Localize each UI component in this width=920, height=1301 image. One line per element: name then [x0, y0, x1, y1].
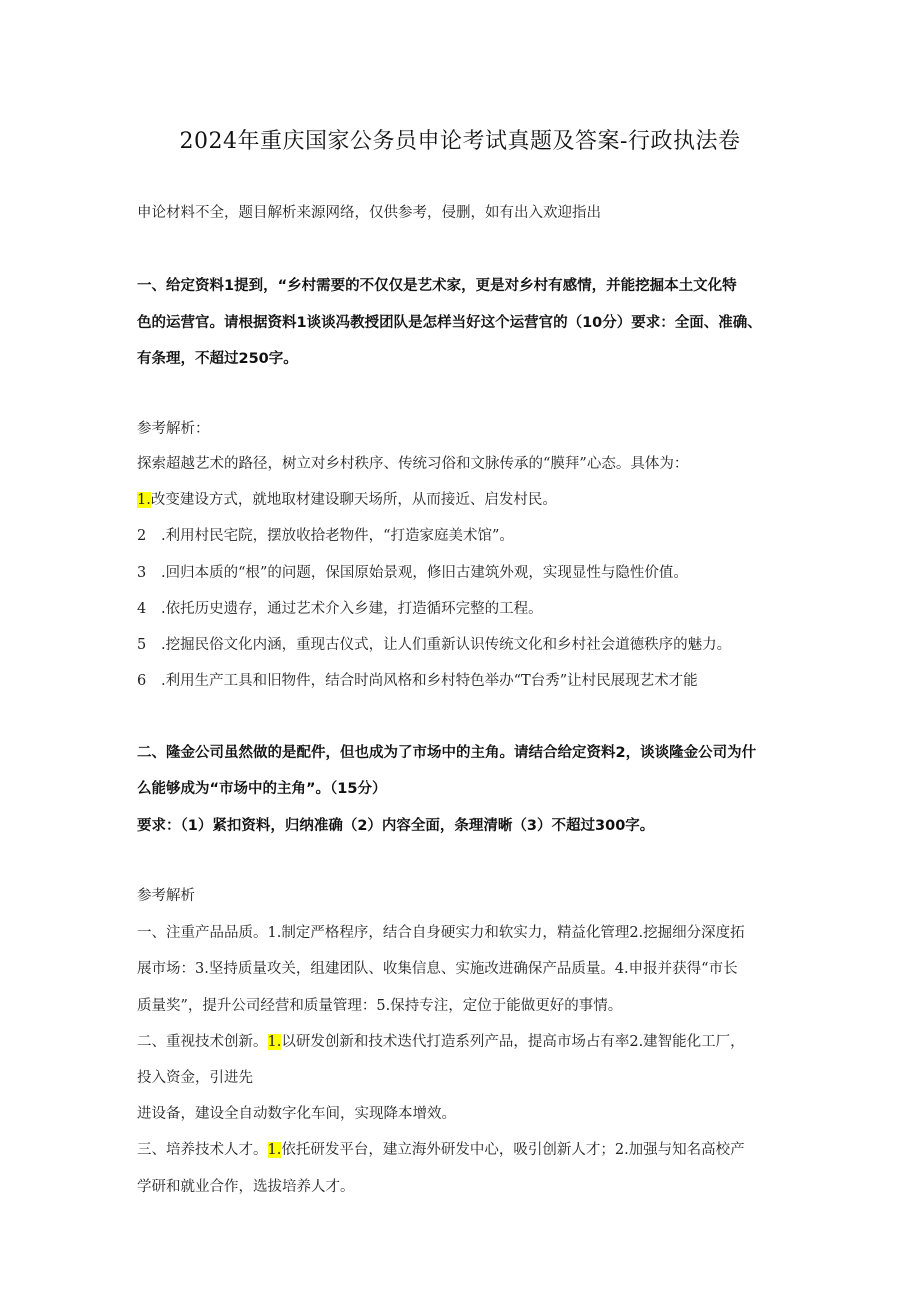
q1-answer-item-6: 6 .利用生产工具和旧物件，结合时尚风格和乡村特色举办“T台秀”让村民展现艺术才能: [137, 673, 698, 689]
page-title: 2024年重庆国家公务员申论考试真题及答案-行政执法卷: [179, 129, 741, 154]
question-2-requirements: 要求：（1）紧扣资料，归纳准确（2）内容全面，条理清晰（3）不超过300字。: [137, 818, 655, 834]
q1-answer-item-2: 2 .利用村民宅院，摆放收拾老物件，“打造家庭美术馆”。: [137, 528, 514, 544]
highlight-mark: 1.: [267, 1034, 282, 1050]
q2-answer-p2-line-2: 投入资金，引进先: [137, 1070, 253, 1086]
question-1-line-1: 一、给定资料1提到，“乡村需要的不仅仅是艺术家，更是对乡村有感情，并能挖掘本土文化特: [137, 278, 737, 294]
question-1-line-3: 有条理，不超过250字。: [137, 351, 298, 367]
disclaimer-text: 申论材料不全，题目解析来源网络，仅供参考，侵删，如有出入欢迎指出: [137, 205, 601, 221]
q2-answer-p3-line-2: 学研和就业合作，选拔培养人才。: [137, 1179, 355, 1195]
q1-reference-label: 参考解析：: [137, 421, 210, 437]
q2-answer-p3-line-1: 三、培养技术人才。1.依托研发平台，建立海外研发中心，吸引创新人才；2.加强与知名高校产: [137, 1142, 745, 1158]
q1-answer-item-5: 5 .挖掘民俗文化内涵，重现古仪式，让人们重新认识传统文化和乡村社会道德秩序的魅力。: [137, 637, 732, 653]
question-2-line-1: 二、隆金公司虽然做的是配件，但也成为了市场中的主角。请结合给定资料2，谈谈隆金公司为什: [137, 745, 757, 761]
q2-answer-p1-line-3: 质量奖”，提升公司经营和质量管理：5.保持专注，定位于能做更好的事情。: [137, 998, 623, 1014]
q1-answer-item-3: 3 .回归本质的“根”的问题，保国原始景观，修旧古建筑外观，实现显性与隐性价值。: [137, 565, 688, 581]
highlight-mark: 1.: [137, 492, 151, 508]
q1-answer-item-4: 4 .依托历史遗存，通过艺术介入乡建，打造循环完整的工程。: [137, 601, 543, 617]
highlight-mark: 1.: [267, 1142, 282, 1158]
q1-answer-intro: 探索超越艺术的路径，树立对乡村秩序、传统习俗和文脉传承的“膜拜”心态。具体为：: [137, 456, 689, 472]
question-1-line-2: 色的运营官。请根据资料1谈谈冯教授团队是怎样当好这个运营官的（10分）要求：全面、准确、: [137, 315, 762, 331]
question-2-line-2: 么能够成为“市场中的主角”。（15分）: [137, 781, 387, 797]
q2-answer-p1-line-1: 一、注重产品品质。1.制定严格程序，结合自身硬实力和软实力，精益化管理2.挖掘细分深度拓: [137, 925, 745, 941]
q1-answer-item-1: 1.改变建设方式，就地取材建设聊天场所，从而接近、启发村民。: [137, 492, 557, 508]
q2-reference-label: 参考解析: [137, 888, 195, 904]
q2-answer-p1-line-2: 展市场：3.坚持质量攻关，组建团队、收集信息、实施改进确保产品质量。4.申报并获得“市长: [137, 961, 738, 977]
q2-answer-p2-line-3: 进设备，建设全自动数字化车间，实现降本增效。: [137, 1106, 456, 1122]
q2-answer-p2-line-1: 二、重视技术创新。1.以研发创新和技术迭代打造系列产品，提高市场占有率2.建智能化工厂，: [137, 1034, 745, 1050]
